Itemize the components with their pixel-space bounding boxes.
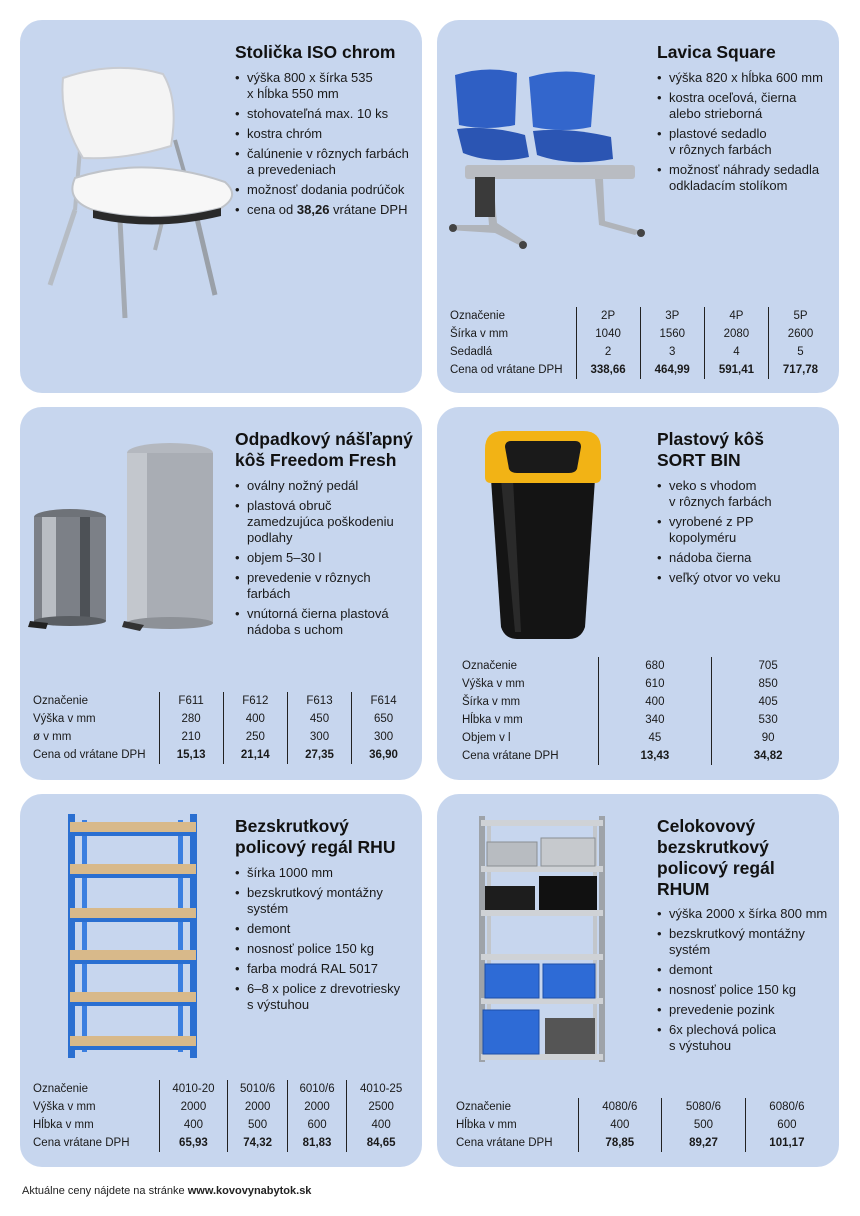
freedom-bin-image	[28, 435, 228, 635]
feature-item: • možnosť dodania podrúčok	[235, 182, 415, 198]
feature-item: • nosnosť police 150 kg	[235, 941, 415, 957]
table-row-price: Cena od vrátane DPH 15,13 21,14 27,35 36,90	[33, 746, 415, 764]
feature-item: • bezskrutkový montážny systém	[235, 885, 415, 917]
product-card-rhum-shelf	[437, 794, 839, 1167]
lavica-title: Lavica Square	[657, 42, 776, 62]
footer-note	[22, 1185, 311, 1197]
feature-item: • vyrobené z PP kopolyméru	[657, 514, 835, 546]
table-row: Označenie 4010-20 5010/6 6010/6 4010-25	[33, 1080, 415, 1098]
feature-item: • demont	[235, 921, 415, 937]
table-row: ø v mm 210 250 300 300	[33, 728, 415, 746]
rhu-features	[235, 865, 415, 1017]
feature-item: • čalúnenie v rôznych farbách a prevedeniach	[235, 146, 415, 178]
table-row: Sedadlá 2 3 4 5	[450, 343, 832, 361]
feature-item: • nádoba čierna	[657, 550, 835, 566]
feature-item: • výška 800 x šírka 535 x hĺbka 550 mm	[235, 70, 415, 102]
product-card-sort-bin	[437, 407, 839, 780]
footer-website-link[interactable]: www.kovovynabytok.sk	[187, 1185, 312, 1197]
table-row-price: Cena vrátane DPH 65,93 74,32 81,83 84,65	[33, 1134, 415, 1152]
freedom-features	[235, 478, 415, 642]
feature-item: • objem 5–30 l	[235, 550, 415, 566]
sort-bin-spec-table	[462, 657, 824, 765]
product-card-rhu-shelf	[20, 794, 422, 1167]
iso-chair-features	[235, 70, 415, 222]
table-row: Výška v mm 610 850	[462, 675, 824, 693]
rhu-title: Bezskrutkový policový regál RHU	[235, 816, 396, 857]
feature-item: • výška 2000 x šírka 800 mm	[657, 906, 835, 922]
table-row: Označenie F611 F612 F613 F614	[33, 692, 415, 710]
rhum-spec-table	[456, 1098, 828, 1152]
feature-item: • demont	[657, 962, 835, 978]
feature-item: • plastová obruč zamedzujúca poškodeniu podlahy	[235, 498, 415, 546]
table-row: Označenie 680 705	[462, 657, 824, 675]
rhum-shelf-image	[477, 814, 607, 1064]
rhum-features	[657, 906, 835, 1058]
table-row-price: Cena vrátane DPH 13,43 34,82	[462, 747, 824, 765]
table-row-price: Cena vrátane DPH 78,85 89,27 101,17	[456, 1134, 828, 1152]
product-card-freedom-fresh	[20, 407, 422, 780]
feature-item: • nosnosť police 150 kg	[657, 982, 835, 998]
iso-chair-title: Stolička ISO chrom	[235, 42, 396, 62]
lavica-bench-image	[445, 65, 660, 265]
feature-item: • farba modrá RAL 5017	[235, 961, 415, 977]
table-row: Šírka v mm 1040 1560 2080 2600	[450, 325, 832, 343]
table-row: Výška v mm 2000 2000 2000 2500	[33, 1098, 415, 1116]
feature-item: • kostra oceľová, čierna alebo strieborná	[657, 90, 837, 122]
product-card-iso-chair	[20, 20, 422, 393]
feature-item: • prevedenie v rôznych farbách	[235, 570, 415, 602]
lavica-features	[657, 70, 837, 198]
feature-item: • stohovateľná max. 10 ks	[235, 106, 415, 122]
rhu-shelf-boards	[70, 822, 196, 1050]
feature-item: • výška 820 x hĺbka 600 mm	[657, 70, 837, 86]
feature-item: • možnosť náhrady sedadla odkladacím stolíkom	[657, 162, 837, 194]
feature-item: • oválny nožný pedál	[235, 478, 415, 494]
feature-item: • prevedenie pozink	[657, 1002, 835, 1018]
sort-bin-image	[481, 427, 605, 643]
rhu-spec-table	[33, 1080, 415, 1152]
table-row: Hĺbka v mm 340 530	[462, 711, 824, 729]
freedom-title: Odpadkový nášľapný kôš Freedom Fresh	[235, 429, 413, 470]
feature-item: • šírka 1000 mm	[235, 865, 415, 881]
feature-item: • 6x plechová polica s výstuhou	[657, 1022, 835, 1054]
rhu-shelf-image	[66, 812, 200, 1060]
feature-item: • 6–8 x police z drevotriesky s výstuhou	[235, 981, 415, 1013]
feature-item: • veľký otvor vo veku	[657, 570, 835, 586]
product-card-lavica-square	[437, 20, 839, 393]
feature-item: • plastové sedadlo v rôznych farbách	[657, 126, 837, 158]
table-row: Hĺbka v mm 400 500 600 400	[33, 1116, 415, 1134]
feature-item: • bezskrutkový montážny systém	[657, 926, 835, 958]
table-row: Hĺbka v mm 400 500 600	[456, 1116, 828, 1134]
rhum-title: Celokovový bezskrutkový policový regál RHUM	[657, 816, 775, 899]
feature-item: • kostra chróm	[235, 126, 415, 142]
table-row: Označenie 4080/6 5080/6 6080/6	[456, 1098, 828, 1116]
feature-item: • veko s vhodom v rôznych farbách	[657, 478, 835, 510]
sort-bin-title: Plastový kôš SORT BIN	[657, 429, 764, 470]
table-row: Označenie 2P 3P 4P 5P	[450, 307, 832, 325]
freedom-spec-table	[33, 692, 415, 764]
table-row: Objem v l 45 90	[462, 729, 824, 747]
feature-item: • vnútorná čierna plastová nádoba s uchom	[235, 606, 415, 638]
table-row: Výška v mm 280 400 450 650	[33, 710, 415, 728]
lavica-spec-table	[450, 307, 832, 379]
feature-item-price: • cena od 38,26 vrátane DPH	[235, 202, 415, 218]
iso-chair-image	[45, 60, 245, 325]
footer-text: Aktuálne ceny nájdete na stránke	[22, 1185, 188, 1197]
table-row: Šírka v mm 400 405	[462, 693, 824, 711]
sort-bin-features	[657, 478, 835, 590]
table-row-price: Cena od vrátane DPH 338,66 464,99 591,41 717,78	[450, 361, 832, 379]
